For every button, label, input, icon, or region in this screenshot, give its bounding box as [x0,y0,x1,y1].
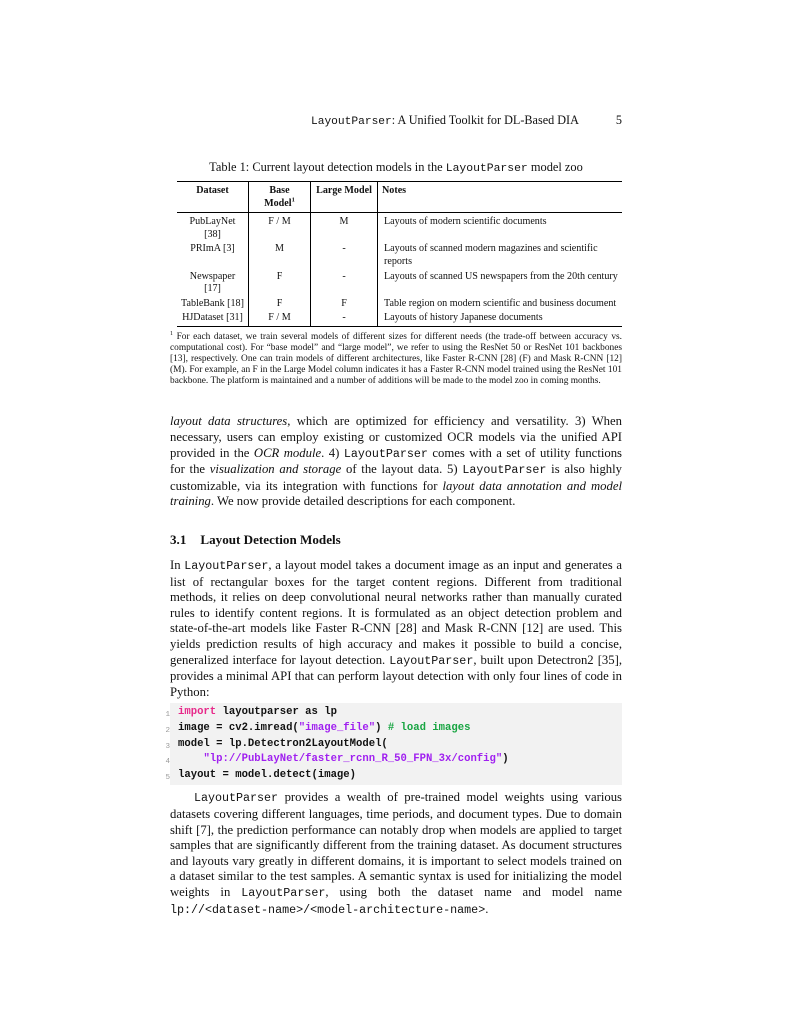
text-run: , using both the dataset name and model name [325,884,622,899]
table-cell: Layouts of history Japanese documents [377,311,622,326]
text-run: , built upon Detectron2 [35], provides a minimal API that can perform layout detection with only four lines of code in Python: [170,652,623,699]
table-cell: M [248,242,310,269]
code-token: image = cv2.imread( [178,721,299,734]
table-cell: - [310,270,377,297]
table-cell: Layouts of modern scientific documents [377,213,622,242]
column-header-label: Large Model [316,185,372,196]
table-cell: - [310,311,377,326]
footnote-marker: 1 [291,196,295,204]
code-line-number: 3 [165,742,170,751]
model-zoo-table [177,181,622,327]
text-run: lp://<dataset-name>/<model-architecture-name> [170,902,486,917]
code-line-number: 4 [165,758,170,767]
text-run: . We now provide detailed descriptions for each component. [210,494,516,509]
text-run: LayoutParser [462,463,547,478]
text-run: LayoutParser [445,163,528,175]
section-title: Layout Detection Models [200,532,341,548]
column-header-label: Dataset [196,185,229,196]
text-run: Table 1: Current layout detection models in the [209,160,446,174]
code-token: model = lp.Detectron2LayoutModel( [178,737,388,750]
body-paragraph-2 [170,558,622,700]
code-line [165,705,616,721]
code-line [165,721,616,737]
code-token: layoutparser as lp [216,706,337,719]
running-head [170,113,622,130]
column-header [377,182,622,213]
code-token: "lp://PubLayNet/faster_rcnn_R_50_FPN_3x/config" [203,753,503,766]
text-run: visualization and storage [209,462,342,477]
text-column [165,0,623,918]
text-run: , which are optimized for efficiency and versatility. 3) When necessary, users can employ existing or customized OCR models via the unified API provided in the [170,414,622,460]
code-token: "image_file" [298,721,376,734]
table-cell: M [310,213,377,242]
column-header [310,182,377,213]
table-cell: Newspaper [17] [189,270,236,295]
column-header-label: Base Model [264,185,292,209]
table-cell: F [310,297,377,312]
code-token: ) [502,753,509,766]
column-header [177,182,248,213]
table-cell: Table region on modern scientific and business document [377,297,622,312]
table-footnote [170,332,622,387]
table-cell: F [248,270,310,297]
section-number: 3.1 [170,532,187,548]
code-token [178,753,203,765]
text-run: LayoutParser [310,116,392,128]
running-title [311,113,579,130]
text-run: LayoutParser [241,885,326,900]
text-run: 1 [170,330,174,337]
table-cell: F / M [248,311,310,326]
section-heading [170,532,622,548]
code-block [165,703,622,785]
table-cell: Layouts of scanned US newspapers from the 20th century [377,270,622,297]
code-token: import [178,706,217,719]
code-token: layout = model.detect(image) [178,768,357,781]
text-run: of the layout data. 5) [341,462,463,477]
table-caption [170,159,622,177]
table-cell: - [310,242,377,269]
text-run: provides a wealth of pre-trained model weights using various datasets covering different languages, time periods, and document types. Due to domain shift [7], the prediction performance can notably drop when models are applied to target samples that are significantly different from the training dataset. As document structures and layouts vary greatly in different domains, it is important to select models trained on a dataset similar to the test samples. A semantic syntax is used for initializing the model weights in [170,790,622,899]
page-number: 5 [615,113,622,127]
body-paragraph-3 [170,790,622,918]
text-run: , a layout model takes a document image as an input and generates a list of rectangular boxes for the target content regions. Different from traditional methods, it relies on deep convolutional neural networks rather than manually curated rules to identify content regions. It is formulated as an object detection problem and state-of-the-art models like Faster R-CNN [28] and Mask R-CNN [12] are used. This yields prediction results of high accuracy and makes it possible to build a concise, generalized interface for layout detection. [170,558,622,667]
text-run: is also highly customizable, via its integration with functions for [170,462,623,493]
text-run: model zoo [527,160,583,174]
text-run: OCR module [253,445,322,460]
code-token: # load images [387,721,471,734]
column-header [248,182,310,213]
text-run: layout data annotation and model training [170,478,622,509]
text-run: . [485,901,489,916]
table-cell: TableBank [18] [181,297,244,309]
table-cell: PubLayNet [38] [189,216,236,240]
body-paragraph-1 [170,414,622,510]
text-run: LayoutParser [194,791,279,806]
code-line-number: 1 [165,711,170,720]
table-cell: PRImA [3] [190,243,235,255]
code-line [165,752,616,768]
code-line [165,768,616,784]
table-cell: F / M [248,213,310,242]
code-line-number: 2 [165,726,170,735]
text-run: LayoutParser [343,446,428,461]
table-cell: HJDataset [31] [182,312,243,324]
text-run: layout data structures [170,414,288,429]
model-zoo-grid [177,182,622,326]
column-header-label: Notes [382,185,407,196]
table-cell: Layouts of scanned modern magazines and scientific reports [377,242,622,269]
table-cell: F [248,297,310,312]
code-line [165,737,616,753]
text-run: LayoutParser [184,559,269,574]
text-run: LayoutParser [389,653,474,668]
text-run: comes with a set of utility functions for the [170,445,622,477]
code-line-number: 5 [165,773,170,782]
text-run: : A Unified Toolkit for DL-Based DIA [391,113,579,127]
text-run: . 4) [321,445,344,460]
code-token: ) [375,721,388,734]
text-run: For each dataset, we train several models of different sizes for different needs (the trade-off between accuracy vs. computational cost). For “base model” and “large model”, we refer to using the ResNet 50 or ResNet 101 backbones [13], respectively. One can train models of different architectures, like Faster R-CNN [28] (F) and Mask R-CNN [12] (M). For example, an F in the Large Model column indicates it has a Faster R-CNN model trained using the ResNet 101 backbone. The platform is maintained and a number of additions will be made to the model zoo in coming months. [170,331,622,386]
text-run: In [170,558,185,573]
